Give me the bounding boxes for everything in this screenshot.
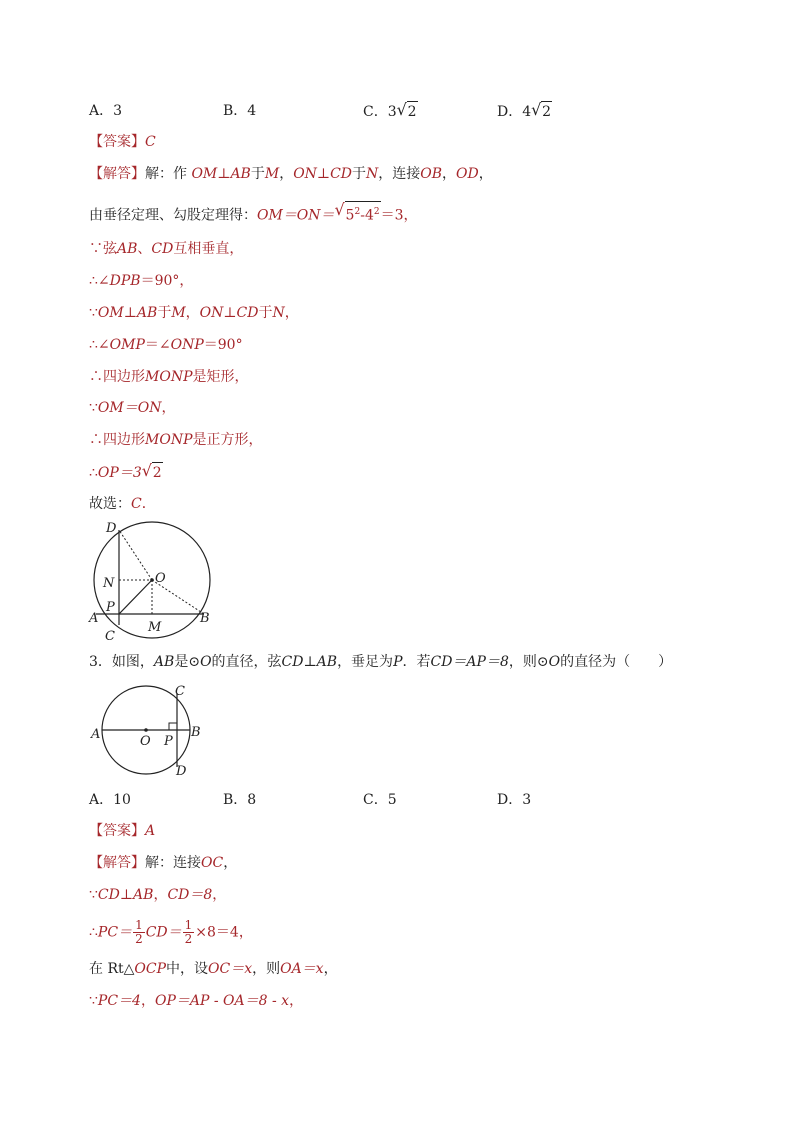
- q3-solution-line-1: 【解答】解：连接OC，: [89, 855, 238, 871]
- q3-option-c: C．5: [363, 792, 397, 808]
- q2-solution-line-5: ∵OM⊥AB于M，ON⊥CD于N，: [89, 305, 299, 321]
- q3-label-a: A: [91, 727, 101, 742]
- q3-stem: 3．如图，AB是⊙O的直径，弦CD⊥AB，垂足为P．若CD＝AP＝8，则⊙O的直径为（ ）: [89, 654, 673, 670]
- q2-label-c: C: [105, 629, 115, 644]
- q3-label-o: O: [140, 734, 151, 749]
- q2-solution-line-10: ∴OP＝3 √ 2: [89, 461, 162, 481]
- q3-option-a: A．10: [89, 792, 131, 808]
- q2-answer-line: 【答案】C: [89, 134, 156, 150]
- q2-segment-op: [119, 580, 152, 614]
- q2-label-a: A: [89, 611, 99, 626]
- q3-solution-line-4: 在 Rt△OCP中，设OC＝x，则OA＝x，: [89, 961, 338, 977]
- q3-option-d: D．3: [497, 792, 532, 808]
- q2-solution-line-4: ∴∠DPB＝90°，: [89, 273, 194, 289]
- q3-label-d: D: [176, 764, 187, 779]
- q2-label-d: D: [106, 521, 117, 536]
- q2-label-p: P: [106, 600, 115, 615]
- q3-option-b: B．8: [223, 792, 257, 808]
- q2-label-n: N: [103, 576, 115, 591]
- q2-circle-figure: [86, 518, 226, 646]
- q2-label-o: O: [155, 571, 166, 586]
- q2-option-b: B．4: [223, 103, 257, 119]
- q2-solution-line-8: ∵OM＝ON，: [89, 400, 176, 416]
- q2-option-d: D．4 √ 2: [497, 100, 552, 120]
- q2-solution-line-1: 【解答】解：作 OM⊥AB于M，ON⊥CD于N，连接OB，OD，: [89, 166, 493, 182]
- q3-label-c: C: [175, 684, 185, 699]
- q2-option-c: C．3 √ 2: [363, 100, 417, 120]
- q2-answer: C: [145, 134, 156, 150]
- q2-solution-line-7: ∴四边形MONP是矩形，: [89, 369, 249, 385]
- q3-answer: A: [145, 823, 156, 839]
- q3-solution-line-3: ∴PC＝ $\frac{1}{2}$ CD＝ $\frac{1}{2}$ ×8＝4，: [89, 918, 253, 946]
- q3-center-point: [144, 728, 148, 732]
- q2-option-a: A．3: [89, 103, 123, 119]
- q2-solution-line-2: 由垂径定理、勾股定理得：OM＝ON＝ √ $5^2-4^2=3$，: [89, 200, 418, 224]
- q3-solution-line-2: ∵CD⊥AB，CD＝8，: [89, 887, 227, 903]
- q2-label-b: B: [200, 611, 210, 626]
- q2-segment-od: [119, 530, 152, 580]
- q2-center-point: [150, 578, 154, 582]
- q2-label-m: M: [148, 620, 162, 635]
- q3-label-p: P: [164, 734, 173, 749]
- q2-solution-line-9: ∴四边形MONP是正方形，: [89, 432, 263, 448]
- q3-right-angle-mark: [169, 723, 177, 730]
- q3-solution-line-5: ∵PC＝4，OP＝AP - OA＝8 - x，: [89, 993, 304, 1009]
- q2-solution-line-3: ∵弦AB、CD互相垂直，: [89, 241, 244, 257]
- q3-circle-figure: [88, 680, 208, 780]
- q2-solution-line-11: 故选：C．: [89, 496, 156, 512]
- q2-solution-line-6: ∴∠OMP＝∠ONP＝90°: [89, 337, 243, 353]
- q3-label-b: B: [191, 725, 201, 740]
- q3-answer-line: 【答案】A: [89, 823, 156, 839]
